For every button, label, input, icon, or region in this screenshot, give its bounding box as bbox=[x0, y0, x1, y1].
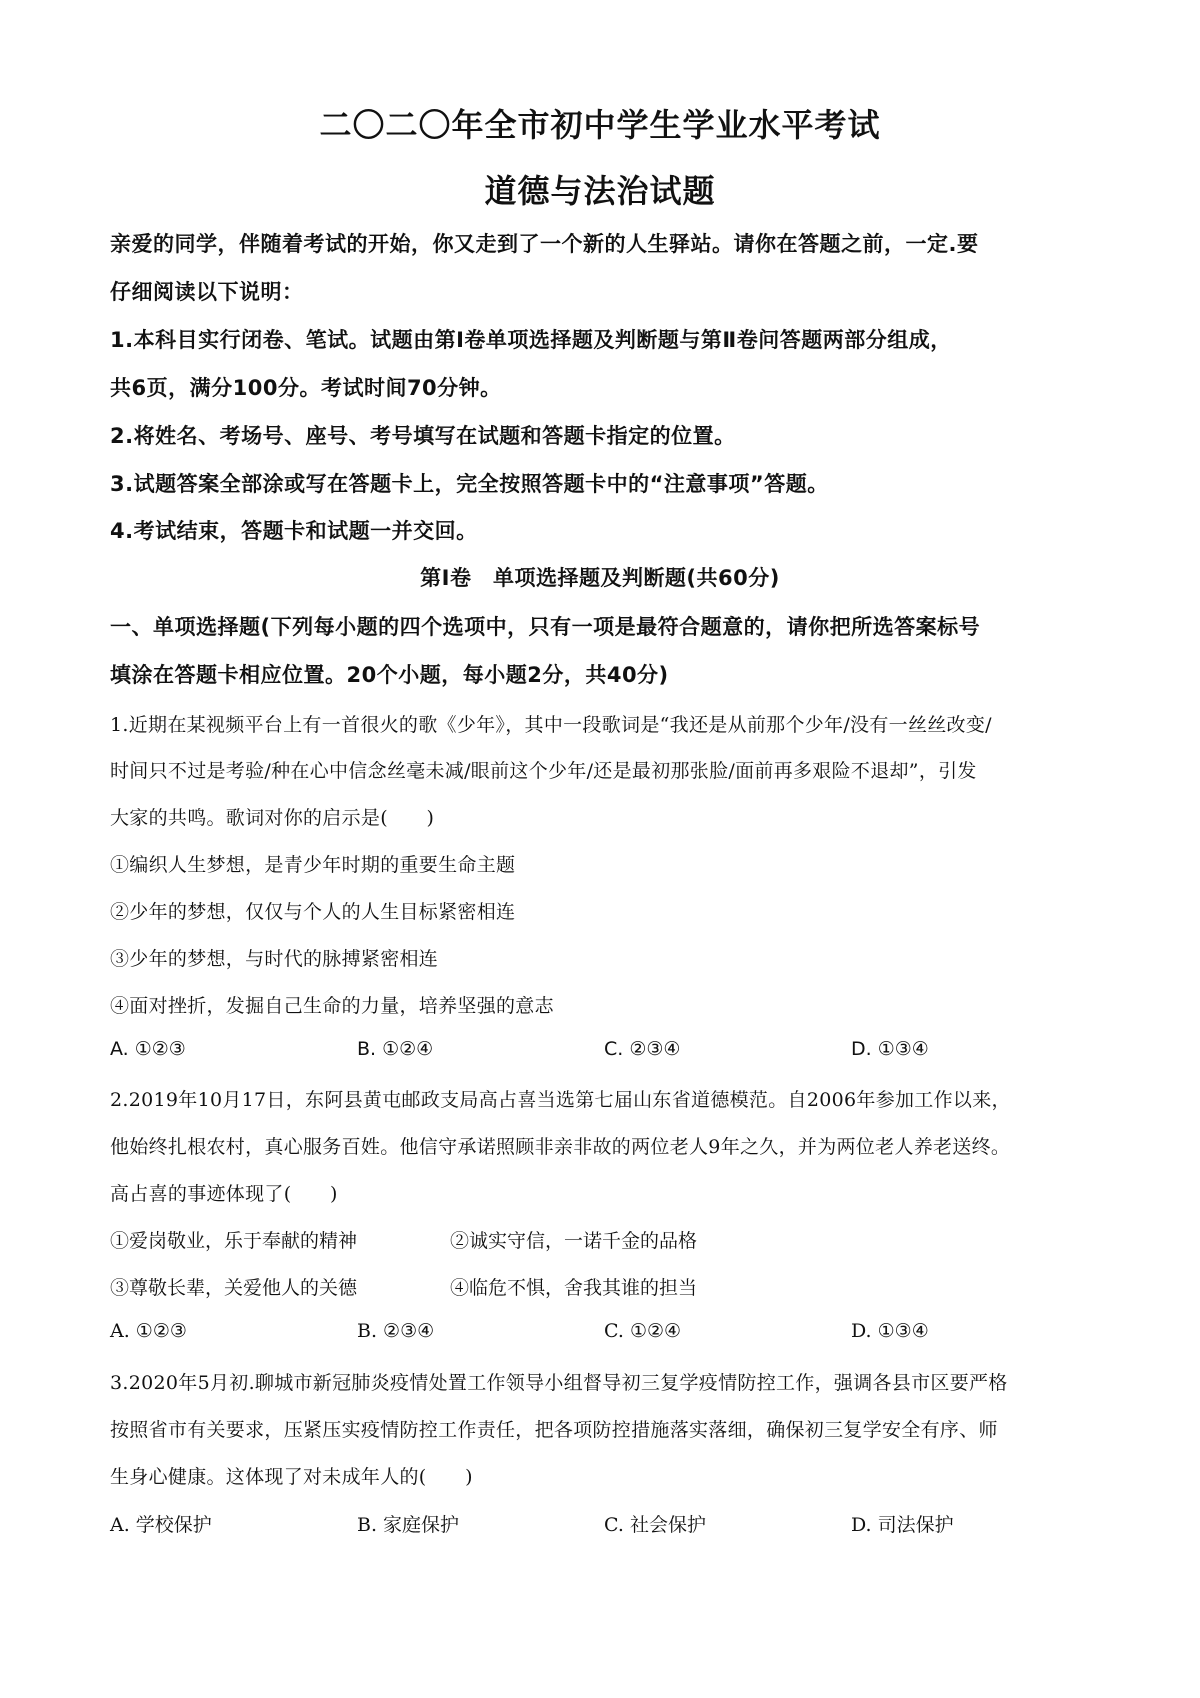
q2-statement-2: ②诚实守信，一诺千金的品格 bbox=[450, 1230, 698, 1252]
q2-stem-line-2: 他始终扎根农村，真心服务百姓。他信守承诺照顾非亲非故的两位老人9年之久，并为两位老人养老送终。 bbox=[110, 1136, 1011, 1158]
section-heading-line-1: 一、单项选择题(下列每小题的四个选项中，只有一项是最符合题意的，请你把所选答案标号 bbox=[110, 615, 981, 639]
q2-option-b: B. ②③④ bbox=[357, 1320, 435, 1342]
q3-option-d: D. 司法保护 bbox=[851, 1514, 954, 1536]
instruction-2: 2.将姓名、考场号、座号、考号填写在试题和答题卡指定的位置。 bbox=[110, 424, 736, 448]
part-title: 第Ⅰ卷 单项选择题及判断题(共60分) bbox=[420, 566, 780, 590]
q1-stem-line-3: 大家的共鸣。歌词对你的启示是( ) bbox=[110, 807, 435, 829]
q3-stem-line-1: 3.2020年5月初.聊城市新冠肺炎疫情处置工作领导小组督导初三复学疫情防控工作，强调各县市区要严格 bbox=[110, 1372, 1008, 1394]
q2-stem-line-1: 2.2019年10月17日，东阿县黄屯邮政支局高占喜当选第七届山东省道德模范。自2006年参加工作以来， bbox=[110, 1089, 1011, 1111]
intro-line-2: 仔细阅读以下说明： bbox=[110, 280, 304, 304]
instruction-1-line-2: 共6页，满分100分。考试时间70分钟。 bbox=[110, 376, 502, 400]
q3-option-a: A. 学校保护 bbox=[110, 1514, 212, 1536]
instruction-1-line-1: 1.本科目实行闭卷、笔试。试题由第Ⅰ卷单项选择题及判断题与第Ⅱ卷问答题两部分组成， bbox=[110, 328, 952, 352]
q3-stem-line-3: 生身心健康。这体现了对未成年人的( ) bbox=[110, 1466, 473, 1488]
instruction-4: 4.考试结束，答题卡和试题一并交回。 bbox=[110, 519, 478, 543]
instruction-3: 3.试题答案全部涂或写在答题卡上，完全按照答题卡中的“注意事项”答题。 bbox=[110, 472, 829, 496]
q2-option-d: D. ①③④ bbox=[851, 1320, 929, 1342]
q1-option-c: C. ②③④ bbox=[604, 1038, 681, 1060]
q2-option-c: C. ①②④ bbox=[604, 1320, 682, 1342]
q1-stem-line-2: 时间只不过是考验/种在心中信念丝毫未减/眼前这个少年/还是最初那张脸/面前再多艰险不退却”，引发 bbox=[110, 760, 977, 782]
q3-stem-line-2: 按照省市有关要求，压紧压实疫情防控工作责任，把各项防控措施落实落细，确保初三复学安全有序、师 bbox=[110, 1419, 998, 1441]
q2-statement-3: ③尊敬长辈，关爱他人的关德 bbox=[110, 1277, 358, 1299]
exam-subtitle: 道德与法治试题 bbox=[484, 172, 716, 210]
q3-option-c: C. 社会保护 bbox=[604, 1514, 706, 1536]
q3-option-b: B. 家庭保护 bbox=[357, 1514, 460, 1536]
q2-statement-1: ①爱岗敬业，乐于奉献的精神 bbox=[110, 1230, 358, 1252]
exam-title: 二〇二〇年全市初中学生学业水平考试 bbox=[319, 106, 881, 144]
q1-stem-line-1: 1.近期在某视频平台上有一首很火的歌《少年》，其中一段歌词是“我还是从前那个少年/没有一丝丝改变/ bbox=[110, 714, 992, 736]
q2-option-a: A. ①②③ bbox=[110, 1320, 187, 1342]
q2-stem-line-3: 高占喜的事迹体现了( ) bbox=[110, 1183, 338, 1205]
q1-option-a: A. ①②③ bbox=[110, 1038, 186, 1060]
q1-statement-1: ①编织人生梦想，是青少年时期的重要生命主题 bbox=[110, 854, 516, 876]
q1-statement-3: ③少年的梦想，与时代的脉搏紧密相连 bbox=[110, 948, 439, 970]
q1-statement-4: ④面对挫折，发掘自己生命的力量，培养坚强的意志 bbox=[110, 995, 554, 1017]
q1-option-d: D. ①③④ bbox=[851, 1038, 929, 1060]
q1-option-b: B. ①②④ bbox=[357, 1038, 434, 1060]
q2-statement-4: ④临危不惧，舍我其谁的担当 bbox=[450, 1277, 698, 1299]
q1-statement-2: ②少年的梦想，仅仅与个人的人生目标紧密相连 bbox=[110, 901, 516, 923]
intro-line-1: 亲爱的同学，伴随着考试的开始，你又走到了一个新的人生驿站。请你在答题之前，一定.要 bbox=[110, 232, 979, 256]
section-heading-line-2: 填涂在答题卡相应位置。20个小题，每小题2分，共40分) bbox=[110, 663, 669, 687]
